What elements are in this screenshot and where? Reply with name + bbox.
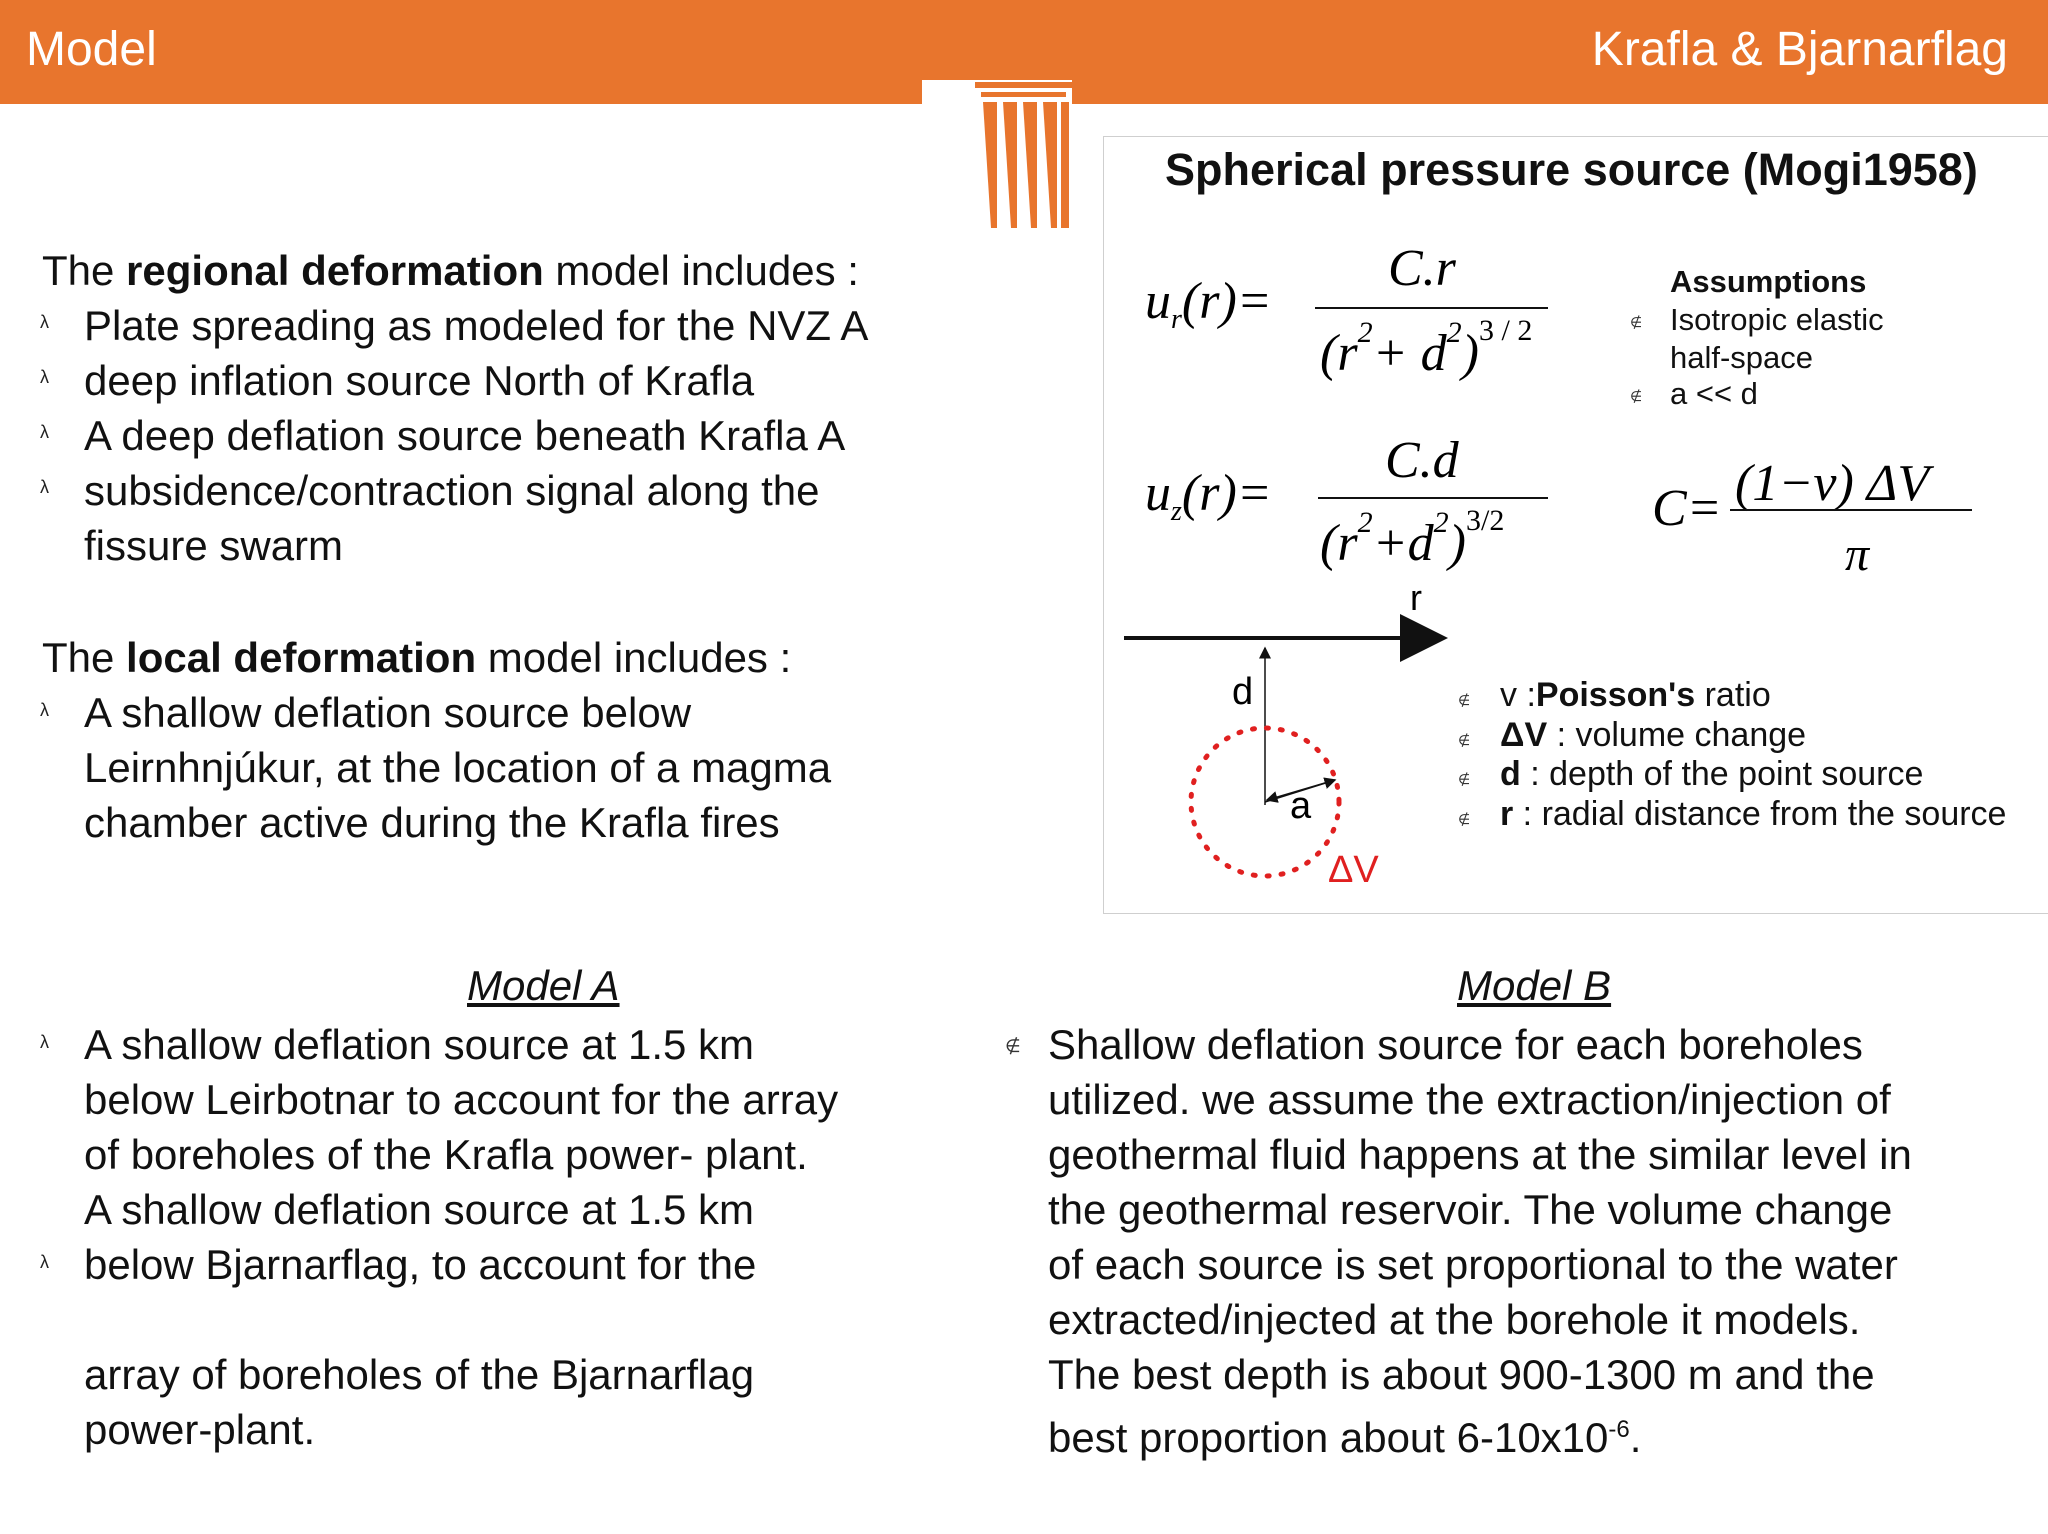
svg-text:(r2+ d2)3 / 2: $(r^2+ d^2)^{3 / 2}$ <box>1320 314 1533 382</box>
svg-text:ur(r)=: ur(r)= <box>1145 273 1272 335</box>
model-b-line: The best depth is about 900-1300 m and the <box>1048 1351 1875 1398</box>
bullet-icon: λ <box>40 367 49 387</box>
model-b-last-line: best proportion about $6-10x10^{-6}$. <box>1048 1414 1642 1461</box>
model-a-line: below Leirbotnar to account for the array <box>84 1076 839 1123</box>
eq1-numerator: C.r <box>1388 240 1456 297</box>
model-a-title: Model A <box>467 962 620 1009</box>
small-bullet-icon: ∉ <box>1458 732 1471 748</box>
model-b-line: of each source is set proportional to the water <box>1048 1241 1898 1288</box>
model-b-line: extracted/injected at the borehole it models. <box>1048 1296 1861 1343</box>
svg-text:π: π <box>1845 528 1870 580</box>
svg-text:C=: C= <box>1652 480 1722 537</box>
small-bullet-icon: ∉ <box>1458 771 1471 787</box>
regional-intro: The regional deformation model includes : <box>42 247 859 294</box>
local-intro: The local deformation model includes : <box>42 634 792 681</box>
bullet-icon: λ <box>40 1252 49 1272</box>
bullet-icon: λ <box>40 422 49 442</box>
legend-item: ΔV : volume change <box>1500 716 1807 754</box>
source-geometry-diagram <box>1110 580 1490 900</box>
legend-item: v :Poisson's ratio <box>1500 676 1771 714</box>
assumption-item: Isotropic elastic <box>1670 302 1884 337</box>
model-b-line: Shallow deflation source for each boreholes <box>1048 1021 1863 1068</box>
legend-item: r : radial distance from the source <box>1500 795 2007 833</box>
model-a-line: A shallow deflation source at 1.5 km <box>84 1021 755 1068</box>
a-label: a <box>1290 785 1312 827</box>
model-b-title: Model B <box>1457 962 1612 1009</box>
slide-topic: Krafla & Bjarnarflag <box>1591 23 2008 76</box>
eq2-numerator: C.d <box>1385 432 1459 489</box>
model-b-line: the geothermal reservoir. The volume change <box>1048 1186 1893 1233</box>
assumption-item: a << d <box>1670 376 1758 411</box>
model-a-line: array of boreholes of the Bjarnarflag <box>84 1351 755 1398</box>
legend-item: d : depth of the point source <box>1500 755 1924 793</box>
model-b-line: utilized. we assume the extraction/injection of <box>1048 1076 1891 1123</box>
model-b-line: geothermal fluid happens at the similar level in <box>1048 1131 1912 1178</box>
regional-item: fissure swarm <box>84 522 344 569</box>
local-item: Leirnhnjúkur, at the location of a magma <box>84 744 832 791</box>
r-label: r <box>1410 580 1422 618</box>
panel-title: Spherical pressure source (Mogi1958) <box>1165 144 1978 195</box>
small-bullet-icon: ∉ <box>1458 811 1471 827</box>
regional-item: A deep deflation source beneath Krafla A <box>84 412 846 459</box>
model-a-line: A shallow deflation source at 1.5 km <box>84 1186 755 1233</box>
regional-item: deep inflation source North of Krafla <box>84 357 755 404</box>
assumptions-title: Assumptions <box>1670 264 1867 299</box>
svg-text:uz(r)=: uz(r)= <box>1145 465 1272 527</box>
bullet-icon: λ <box>40 700 49 720</box>
institution-logo-icon <box>975 82 1072 228</box>
d-label: d <box>1232 671 1254 713</box>
assumption-item: half-space <box>1670 340 1814 375</box>
regional-item: Plate spreading as modeled for the NVZ A <box>84 302 869 349</box>
small-bullet-icon: ∉ <box>1630 388 1643 404</box>
section-title: Model <box>26 23 157 76</box>
mogi-equations <box>1130 220 2030 580</box>
small-bullet-icon: ∉ <box>1458 692 1471 708</box>
model-a-line: of boreholes of the Krafla power- plant. <box>84 1131 808 1178</box>
svg-text:(r2+d2)3/2: $(r^2+d^2)^{3/2}$ <box>1320 504 1505 572</box>
bullet-icon: λ <box>40 1032 49 1052</box>
bullet-icon: λ <box>40 312 49 332</box>
bullet-icon: λ <box>40 477 49 497</box>
local-item: A shallow deflation source below <box>84 689 692 736</box>
dv-label: ΔV <box>1328 849 1379 891</box>
small-bullet-icon: ∉ <box>1005 1036 1021 1056</box>
svg-text:(1−v) ΔV: (1−v) ΔV <box>1735 455 1930 512</box>
model-a-line: power-plant. <box>84 1406 316 1453</box>
model-a-line: below Bjarnarflag, to account for the <box>84 1241 757 1288</box>
small-bullet-icon: ∉ <box>1630 314 1643 330</box>
local-item: chamber active during the Krafla fires <box>84 799 780 846</box>
regional-item: subsidence/contraction signal along the <box>84 467 820 514</box>
